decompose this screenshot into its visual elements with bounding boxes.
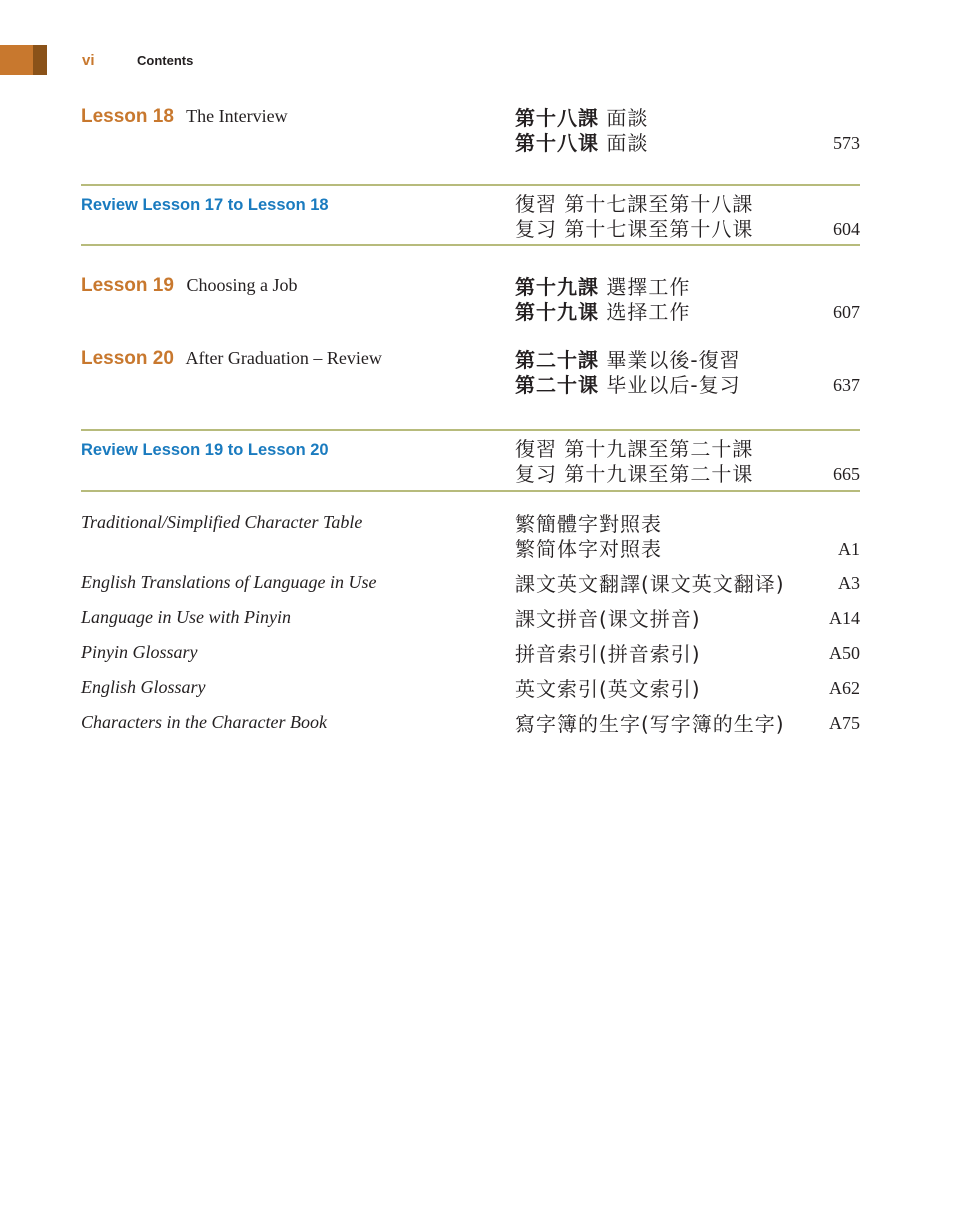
review-label: Review Lesson 17 to Lesson 18: [81, 196, 329, 214]
appendix-title: Language in Use with Pinyin: [81, 607, 291, 627]
page-ref: 607: [833, 302, 860, 322]
lesson-title: After Graduation – Review: [185, 348, 382, 368]
chinese-title: 課文拼音(课文拼音): [515, 607, 701, 631]
chinese-title: 第二十課 畢業以後-復習 第二十课 毕业以后-复习: [515, 348, 741, 397]
page-ref: A14: [829, 608, 860, 628]
appendix-title: Traditional/Simplified Character Table: [81, 512, 363, 532]
page-ref: A62: [829, 678, 860, 698]
page-ref: A75: [829, 713, 860, 733]
lesson-label: Lesson 20: [81, 348, 174, 369]
chinese-title: 課文英文翻譯(课文英文翻译): [515, 572, 785, 596]
appendix-title: English Translations of Language in Use: [81, 572, 377, 592]
appendix-title: Characters in the Character Book: [81, 712, 327, 732]
divider: [81, 244, 860, 246]
page-ref: 665: [833, 464, 860, 484]
page-ref: 604: [833, 219, 860, 239]
page-ref: A3: [838, 573, 860, 593]
chinese-title: 繁簡體字對照表 繁简体字对照表: [515, 512, 662, 561]
page-number: vi: [82, 52, 95, 69]
page-ref: A1: [838, 539, 860, 559]
lesson-title: The Interview: [186, 106, 288, 126]
lesson-label: Lesson 18: [81, 106, 174, 127]
page-ref: 637: [833, 375, 860, 395]
divider: [81, 429, 860, 431]
chinese-title: 寫字簿的生字(写字簿的生字): [515, 712, 785, 736]
chinese-title: 拼音索引(拼音索引): [515, 642, 701, 666]
lesson-label: Lesson 19: [81, 275, 174, 296]
divider: [81, 184, 860, 186]
tab-marker-dark: [33, 45, 47, 75]
chinese-title: 英文索引(英文索引): [515, 677, 701, 701]
chinese-title: 第十九課 選擇工作 第十九课 选择工作: [515, 275, 691, 324]
tab-marker-light: [0, 45, 33, 75]
running-head: Contents: [137, 53, 194, 68]
lesson-title: Choosing a Job: [186, 275, 298, 295]
page-ref: A50: [829, 643, 860, 663]
appendix-title: Pinyin Glossary: [81, 642, 198, 662]
page-ref: 573: [833, 133, 860, 153]
review-label: Review Lesson 19 to Lesson 20: [81, 441, 329, 459]
chinese-title: 復習 第十七課至第十八課 复习 第十七课至第十八课: [515, 192, 754, 241]
chinese-title: 復習 第十九課至第二十課 复习 第十九课至第二十课: [515, 437, 754, 486]
appendix-title: English Glossary: [81, 677, 206, 697]
divider: [81, 490, 860, 492]
page-tab-marker: [0, 45, 47, 75]
chinese-title: 第十八課 面談 第十八课 面談: [515, 106, 649, 155]
